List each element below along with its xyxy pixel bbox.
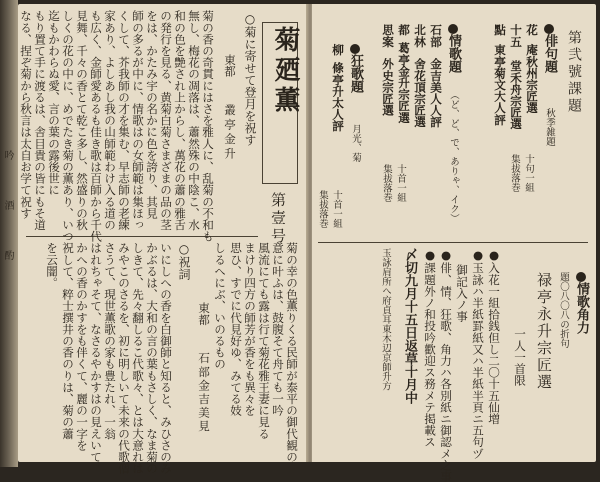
body-line: 意に叶ふは、鼓腹そて舟ても一吟: [271, 242, 285, 416]
bullet-icon: [544, 24, 554, 34]
body-line: も広く、金師愛あるも佳き歌は百師から千代: [89, 10, 103, 242]
haiku-limit-1: 十句一組: [523, 154, 534, 192]
body-line: しきて、先々翻しるこ代歌々、とは大意れは: [131, 242, 145, 474]
kadai-judge: 禄亭永升宗匠選: [535, 272, 553, 391]
body-top-block: [19, 10, 216, 242]
haiku-limit-2: 集拔落巻: [509, 154, 520, 192]
kadai-section: [318, 248, 590, 482]
issue-number: 第壹号: [269, 192, 287, 246]
magazine-title: 菊廼薫: [270, 26, 300, 116]
body-line: くして、芥我師の才を集む、早志師の老練: [117, 10, 131, 231]
body-line: 和の色を艶され上からし、萬花の蕭の雅舌: [173, 10, 187, 231]
author-name-1: 叢亭金升: [223, 104, 237, 162]
section-divider: [318, 242, 588, 243]
submission-address: 玉詠肩所へ府貞耳東木辺京師升方: [380, 248, 391, 391]
bullet-icon: ●: [487, 248, 501, 262]
kyoka-item-judge: 條亭升太人評: [331, 62, 345, 132]
edge-char-2: 酒: [2, 200, 13, 210]
kyoka-title: [347, 44, 364, 93]
kyoka-limit-2: 集拔落巻: [317, 190, 328, 228]
body-line: 菊の幸の色薫りくる民師が泰平の御代観の: [285, 242, 299, 463]
body-line: 家あり、よしあし我の山師範わけ入る道の: [103, 10, 117, 231]
closing-line-1: しるへにぶ、いのるもの: [213, 242, 227, 370]
page-heading: 第弐號課題: [566, 30, 582, 115]
body-line: かぶるは、大和の言の葉もさしく、なま菊の: [145, 242, 159, 474]
jokashi-limit-2: 集拔落巻: [381, 164, 392, 202]
jokashi-item-topic: 北林: [413, 24, 427, 48]
jokashi-item-judge: 舍花頂宗匠選: [413, 58, 427, 128]
jokashi-item-topic: 思案: [381, 24, 395, 48]
kadai-rule: [469, 248, 486, 459]
section-heading-2: ○祝詞: [177, 242, 191, 280]
haiku-item-topic: 點: [493, 24, 507, 36]
body-line: さうて、現世薫歌の家も豊たれ、一翁: [103, 242, 117, 440]
bullet-icon: ●: [471, 248, 485, 262]
kadai-title-text: 情歌角力: [574, 282, 589, 334]
author-place-1: 東都: [223, 54, 237, 77]
kadai-rank: 一人一首限: [513, 328, 527, 386]
kadai-rule-text: 課題外ノ和投吟歡迎ス務メテ掲載ス: [423, 262, 437, 448]
deadline: 〆切九月十五日返草十月中: [402, 248, 417, 404]
body-line: みやこのさるを、初に明しいて未来の代歌僧: [117, 242, 131, 474]
body-line: 見舞、千々の香とて乾こ多し、然盛りの秋: [75, 10, 89, 231]
kadai-rule-text: 俳、情、狂歌、角力ハ各別紙ニ御認メ之事: [439, 262, 453, 482]
kadai-rule: 御記入ノ事: [455, 264, 469, 322]
jokashi-item-judge: 外史宗匠選: [381, 58, 395, 116]
bullet-icon: [350, 44, 360, 54]
haiku-title: [541, 24, 558, 73]
body-line: いにしへの香を白御師と知ると、みひさのみ: [159, 242, 173, 474]
right-page: [312, 4, 596, 482]
signature-place-1: 東都: [197, 302, 211, 326]
closing-line-2: を云闇。: [45, 242, 59, 289]
kadai-title: [573, 272, 590, 334]
kadai-rule: [437, 248, 454, 482]
edge-char-1: 吟: [2, 150, 13, 160]
section-heading-1: ○菊に寄せて登月を祝す: [243, 12, 257, 146]
kyoka-limit-1: 十首一組: [331, 190, 342, 228]
body-line: もり置て手に渡るは、舎目貴の皆にもそ道: [33, 10, 47, 231]
haiku-title-text: 俳句題: [542, 34, 557, 73]
bullet-icon: [576, 272, 586, 282]
body-line: まけり四方の師芳が香をも異々を: [243, 242, 257, 416]
kadai-rule: [421, 248, 438, 448]
jokashi-section: [366, 24, 462, 238]
body-line: 思ひ、すでに代見好ゆ、みてる妓: [229, 242, 243, 416]
haiku-item-judge: 東亭菊文大人評: [493, 44, 507, 126]
kyoka-title-text: 狂歌題: [348, 54, 363, 93]
kyoka-note: 月光、菊: [350, 124, 361, 162]
body-line: 師の多るが中に、情歌はの女師範は集ほっ: [131, 10, 145, 231]
body-line: 風流にても露は行て菊花雅王妻に見る: [257, 242, 271, 440]
bullet-icon: [448, 24, 458, 34]
haiku-item-topic: 十五: [509, 24, 523, 48]
haiku-section: [462, 24, 558, 238]
jokashi-item-judge: 葛亭金升宗匠選: [397, 42, 411, 124]
haiku-item-topic: 花: [525, 24, 539, 36]
left-page: [18, 4, 308, 474]
body-line: 無し、梅花の凋落は、蕭然殊の中陰こ、水: [187, 10, 201, 231]
body-line: の発行を見る、黄菊白菊さまざまの品の茎: [159, 10, 173, 231]
body-line: 祝して、粹士撰井の香のりは、菊の蕭: [61, 242, 75, 440]
jokashi-item-judge: 金吉美人人評: [429, 58, 443, 128]
bullet-icon: ●: [423, 248, 437, 262]
kadai-rule-text: 入花一組拾銭但し二〇十五仙増: [487, 262, 501, 425]
kadai-rule: [485, 248, 502, 424]
previous-page-edge: [0, 0, 18, 467]
body-line: かへの香のかすをも伴くて、麗の一字を: [75, 242, 89, 451]
body-bottom-block: [26, 242, 300, 474]
body-line: はれちゃそて、なさるやかすはの見えいて: [89, 242, 103, 463]
jokashi-item-topic: 都: [397, 24, 411, 36]
jokashi-title: [445, 24, 462, 73]
bullet-icon: ●: [439, 248, 453, 262]
jokashi-title-text: 情歌題: [446, 34, 461, 73]
body-line: 菊の香の奇貫にはさを雅人に、乱菊の不和も: [201, 10, 215, 242]
signature-name-1: 石部金吉美見: [197, 352, 211, 434]
body-line: なる、捏ぞ菊から秋言は太自お学て祝す: [19, 10, 33, 219]
jokashi-note: （ど、ど、で、ありゃ、イク）: [448, 90, 459, 223]
haiku-item-judge: 堂禾舟宗匠選: [509, 60, 523, 130]
haiku-note: 秋季雑題: [544, 108, 555, 146]
jokashi-limit-1: 十首一組: [395, 164, 406, 202]
kyoka-item-topic: 柳: [331, 44, 345, 56]
jokashi-item-topic: 石部: [429, 24, 443, 48]
body-line: をは、かたみ宇の名かに色を誇り、其見: [145, 10, 159, 219]
edge-char-3: 酌: [2, 250, 13, 260]
kadai-rule-text: 玉詠ハ半紙罫紙又ハ半紙半頁ニ五句ヅ: [471, 262, 485, 460]
body-line: 迄もかわらぬ愛、言の葉の露後世に: [47, 10, 61, 196]
kadai-subtitle: 題〇八〇八の折句: [558, 272, 569, 348]
haiku-item-judge: 庵秋州宗匠選: [525, 44, 539, 114]
body-line: しくの花の中に、めでたき菊の薫あり、いつ: [61, 10, 75, 242]
